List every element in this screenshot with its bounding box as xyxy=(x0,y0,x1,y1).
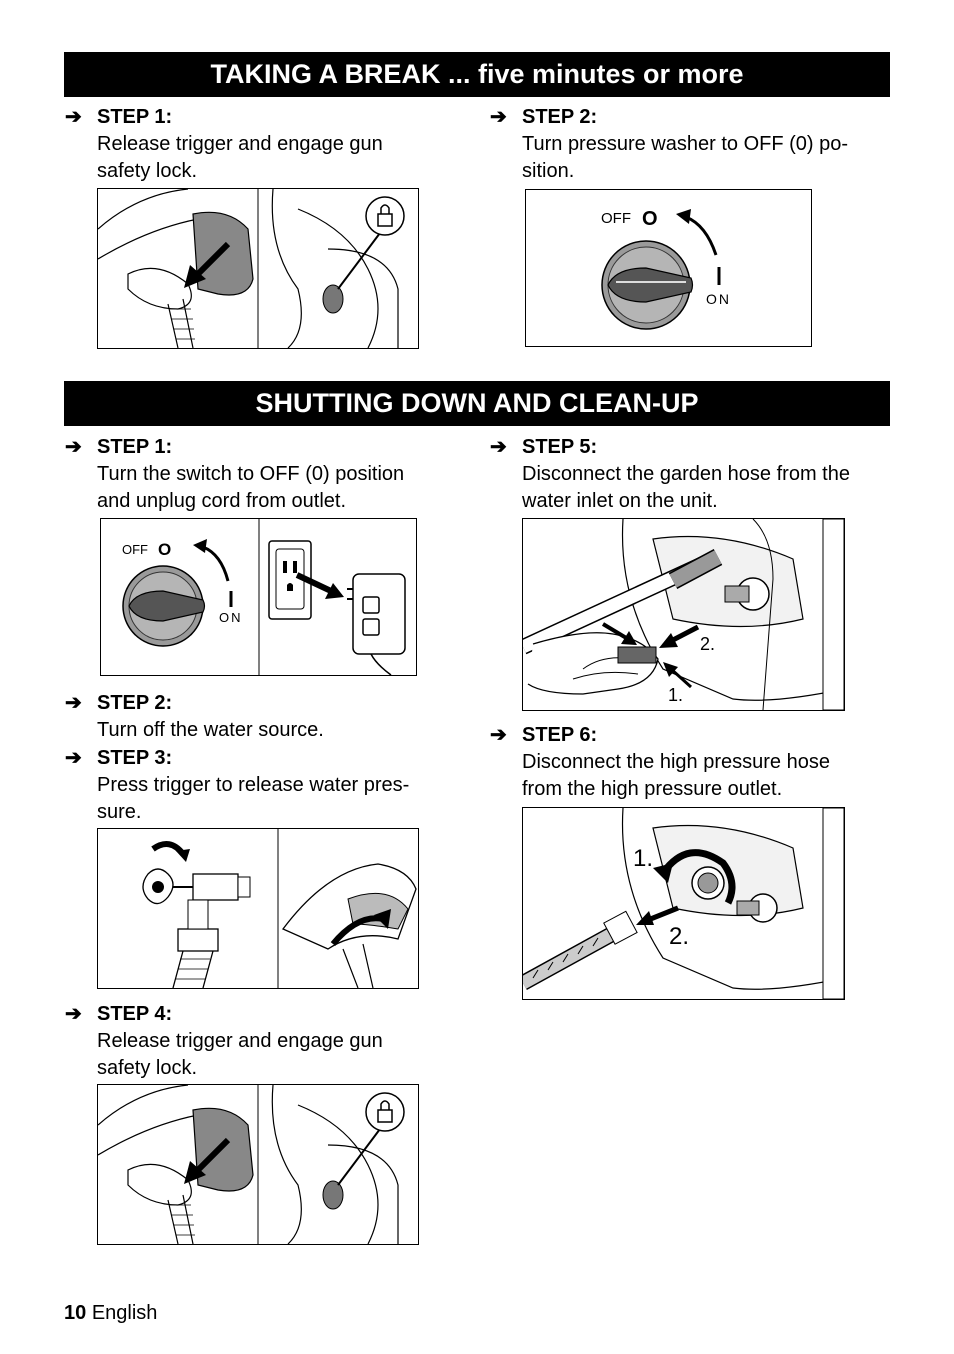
step-block xyxy=(490,104,892,185)
page-footer xyxy=(64,1302,157,1325)
step-block xyxy=(65,745,477,826)
step-block xyxy=(65,104,467,185)
step-label: STEP 3: xyxy=(97,747,173,769)
switch-unplug-figure xyxy=(100,518,417,676)
step-label: STEP 5: xyxy=(522,436,598,458)
callout-1: 1. xyxy=(668,685,684,705)
step-text: Release trigger and engage gun safety lock. xyxy=(97,1030,383,1079)
step-text: Turn the switch to OFF (0) position and unplug cord from outlet. xyxy=(97,463,405,512)
arrow-right-icon: ➔ xyxy=(490,436,507,458)
arrow-right-icon: ➔ xyxy=(490,106,507,128)
step-block xyxy=(490,722,902,803)
switch-off-label: OFF xyxy=(601,210,631,227)
garden-hose-disconnect-figure xyxy=(522,518,845,711)
switch-on-label: ON xyxy=(706,291,731,307)
gun-trigger-press-illustration xyxy=(283,864,416,988)
safety-lock-illustration xyxy=(272,189,404,348)
step-label: STEP 1: xyxy=(97,106,173,128)
arrow-right-icon: ➔ xyxy=(65,106,82,128)
gun-trigger-illustration xyxy=(98,189,253,348)
step-block xyxy=(490,434,902,515)
switch-off-label: OFF xyxy=(122,542,148,557)
release-pressure-figure xyxy=(97,828,419,989)
arrow-right-icon: ➔ xyxy=(65,747,82,769)
water-faucet-illustration xyxy=(143,844,250,988)
footer-language: English xyxy=(91,1302,158,1324)
step-label: STEP 2: xyxy=(522,106,598,128)
step-block xyxy=(65,1001,477,1082)
switch-on-label: ON xyxy=(219,610,243,625)
step-block xyxy=(65,690,477,744)
arrow-right-icon: ➔ xyxy=(490,724,507,746)
high-pressure-hose-figure xyxy=(522,807,845,1000)
step-text: Press trigger to release water pres- sure. xyxy=(97,774,410,823)
step-block xyxy=(65,434,477,515)
callout-2: 2. xyxy=(669,923,690,950)
arrow-right-icon: ➔ xyxy=(65,1003,82,1025)
arrow-right-icon: ➔ xyxy=(65,436,82,458)
switch-off-symbol: O xyxy=(158,540,172,559)
switch-off-symbol: O xyxy=(642,208,658,230)
step-text: Disconnect the high pressure hose from the high pressure outlet. xyxy=(522,751,830,800)
step-label: STEP 4: xyxy=(97,1003,173,1025)
page-number: 10 xyxy=(64,1302,87,1324)
step-text: Turn off the water source. xyxy=(97,719,324,741)
step-text: Disconnect the garden hose from the water inlet on the unit. xyxy=(522,463,850,512)
step-label: STEP 2: xyxy=(97,692,173,714)
section-title-shutting-down: SHUTTING DOWN AND CLEAN-UP xyxy=(64,381,890,426)
callout-2: 2. xyxy=(700,634,716,654)
arrow-right-icon: ➔ xyxy=(65,692,82,714)
gun-safety-lock-figure xyxy=(97,1084,419,1245)
step-text: Release trigger and engage gun safety lock. xyxy=(97,133,383,182)
step-label: STEP 6: xyxy=(522,724,598,746)
step-label: STEP 1: xyxy=(97,436,173,458)
section-title-taking-break: TAKING A BREAK ... five minutes or more xyxy=(64,52,890,97)
switch-off-figure xyxy=(525,189,812,347)
step-text: Turn pressure washer to OFF (0) po- sition. xyxy=(522,133,849,182)
safety-lock-illustration xyxy=(272,1085,404,1244)
gun-trigger-illustration xyxy=(98,1085,253,1244)
callout-1: 1. xyxy=(633,845,654,872)
gun-safety-lock-figure xyxy=(97,188,419,349)
